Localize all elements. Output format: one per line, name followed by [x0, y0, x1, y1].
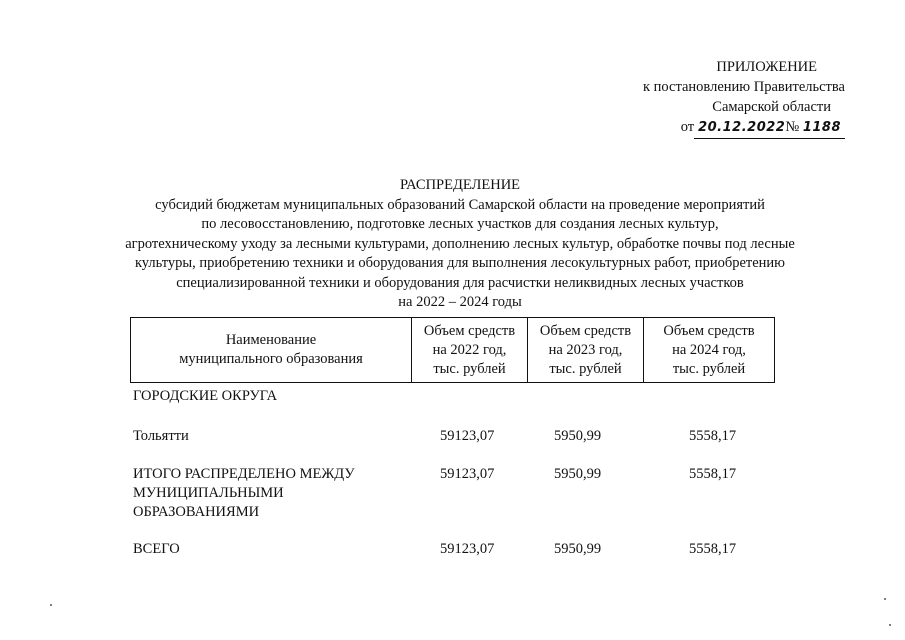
heading-line-4: культуры, приобретению техники и оборудования для выполнения лесокультурных работ, приобретению	[134, 255, 786, 271]
heading-line-2: по лесовосстановлению, подготовке лесных участков для создания лесных культур,	[201, 216, 719, 232]
section-label: ГОРОДСКИЕ ОКРУГА	[133, 388, 278, 404]
row-name: ИТОГО РАСПРЕДЕЛЕНО МЕЖДУ МУНИЦИПАЛЬНЫМИ ОБРАЗОВАНИЯМИ	[133, 466, 355, 520]
appendix-region-line: Самарской области	[712, 99, 831, 115]
row-name: ВСЕГО	[133, 541, 180, 557]
document-heading	[90, 176, 830, 313]
row-value-2022: 59123,07	[440, 541, 495, 557]
heading-line-5: специализированной техники и оборудования для расчистки неликвидных лесных участков	[176, 274, 744, 291]
header-2023: Объем средств на 2023 год, тыс. рублей	[528, 318, 644, 383]
scan-speck	[889, 624, 891, 626]
number-prefix: №	[785, 119, 800, 135]
handwritten-date: 20.12.2022	[698, 120, 786, 135]
appendix-date-line	[605, 117, 845, 139]
date-prefix: от	[680, 119, 695, 135]
row-value-2024: 5558,17	[689, 541, 737, 557]
date-field	[694, 117, 845, 139]
heading-line-1: субсидий бюджетам муниципальных образований Самарской области на проведение мероприятий	[155, 196, 765, 213]
row-value-2024: 5558,17	[689, 428, 737, 444]
handwritten-number: 1188	[802, 120, 841, 135]
row-value-2023: 5950,99	[554, 466, 602, 482]
scan-speck	[884, 598, 886, 600]
row-value-2022: 59123,07	[440, 466, 495, 482]
appendix-resolution-line: к постановлению Правительства	[643, 79, 845, 95]
row-value-2024: 5558,17	[689, 466, 737, 482]
heading-line-3: агротехническому уходу за лесными культурами, дополнению лесных культур, обработке почвы под лесные	[125, 235, 795, 252]
heading-line-6: на 2022 – 2024 годы	[398, 294, 522, 310]
document-title: РАСПРЕДЕЛЕНИЕ	[399, 177, 521, 193]
distribution-table-header	[130, 317, 775, 383]
row-value-2022: 59123,07	[440, 428, 495, 444]
appendix-title: ПРИЛОЖЕНИЕ	[716, 59, 817, 75]
appendix-block	[605, 57, 845, 139]
header-2024: Объем средств на 2024 год, тыс. рублей	[644, 318, 775, 383]
header-2022: Объем средств на 2022 год, тыс. рублей	[412, 318, 528, 383]
row-value-2023: 5950,99	[554, 541, 602, 557]
row-value-2023: 5950,99	[554, 428, 602, 444]
header-municipality: Наименование муниципального образования	[131, 318, 412, 383]
row-name: Тольятти	[133, 428, 189, 444]
scan-speck	[50, 604, 52, 606]
